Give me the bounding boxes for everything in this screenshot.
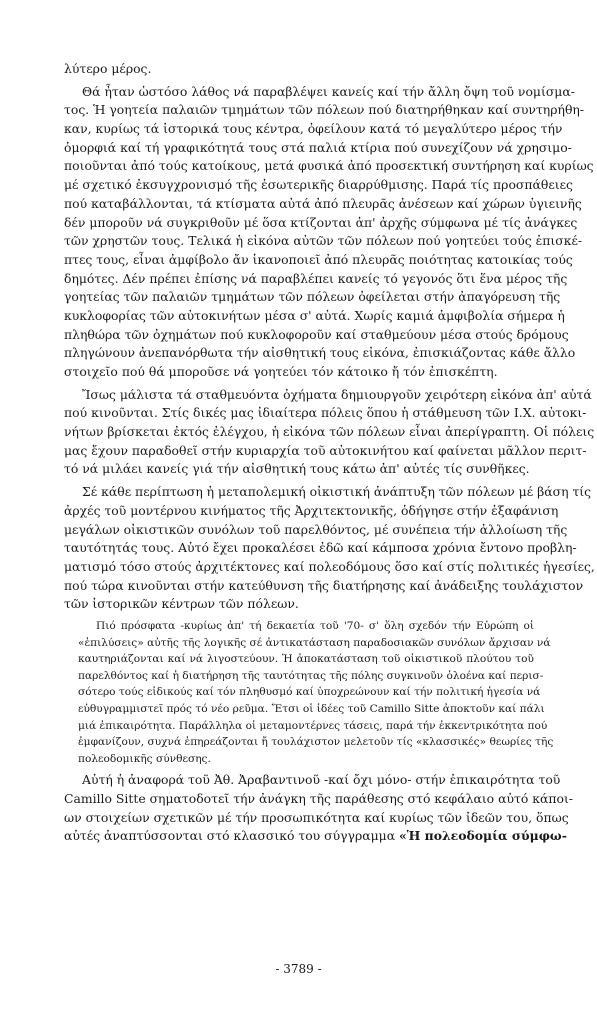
paragraph-line: πού κινοῦνται. Στίς δικές μας ἰδιαίτερα πόλεις ὅπου ἡ στάθμευση τῶν Ι.Χ. αὐτοκι- [64, 405, 587, 421]
paragraph-final [64, 771, 573, 846]
paragraph-line: γοητείας τῶν παλαιῶν τμημάτων τῶν πόλεων ὀφείλεται στήν ἀπαγόρευση τῆς [64, 289, 561, 305]
page-number: - 3789 - [275, 962, 322, 976]
paragraph-line: Camillo Sitte σηματοδοτεῖ τήν ἀνάγκη τῆς παράθεσης στό κεφάλαιο αὐτό κάποι- [64, 790, 573, 806]
paragraph-line [64, 827, 567, 846]
paragraph-line: ων στοιχείων σχετικῶν μέ τήν προσωπικότητα καί κυρίως τῶν ἰδεῶν του, ὅπως [64, 809, 569, 825]
paragraph-line: ματισμό τόσο στούς ἀρχιτέκτονες καί πολεοδόμους ὅσο καί στίς πολιτικές ἡγεσίες, [64, 558, 595, 574]
paragraph-line: τῶν ἱστορικῶν κέντρων τῶν πόλεων. [64, 596, 299, 612]
paragraph-line: κυκλοφορίας τῶν αὐτοκινήτων μέσα σ' αὐτά. Χωρίς καμιά ἀμφιβολία σήμερα ἡ [64, 307, 565, 323]
line-text: αὐτές ἀναπτύσσονται στό κλασσικό του σύγγραμμα [64, 828, 400, 844]
paragraph-line: ἀρχές τοῦ μοντέρνου κινήματος τῆς Ἀρχιτεκτονικῆς, ὁδήγησε στήν ἐξαφάνιση [64, 502, 559, 518]
paragraph-line: ὀμορφιά καί τή γραφικότητά τους στά παλιά κτίρια πού συνεχίζουν νά χρησιμο- [64, 139, 572, 155]
quote-line: παρελθόντος καί ἡ διατήρηση τῆς ταυτότητας τῆς πόλης συγκινοῦν ὁλοένα καί περισ- [78, 669, 544, 682]
paragraph-line: δημότες. Δέν πρέπει ἐπίσης νά παραβλέπει κανείς τό γεγονός ὅτι ἕνα μέρος τῆς [64, 270, 568, 286]
paragraph-line: Ἴσως μάλιστα τά σταθμευόντα ὀχήματα δημιουργοῦν χειρότερη εἰκόνα ἀπ' αὐτά [82, 386, 592, 402]
paragraph-line: στοιχεῖο πού θά μποροῦσε νά γοητεύει τόν κάτοικο ἤ τόν ἐπισκέπτη. [64, 364, 498, 379]
paragraph [64, 386, 595, 479]
paragraph-line: δέν μποροῦν νά συγκριθοῦν μέ ὅσα κτίζονται ἀπ' ἀρχῆς σύμφωνα μέ τίς ἀνάγκες [64, 214, 578, 230]
quote-line: εὐθυγραμμιστεῖ πρός τό νέο ρεῦμα. Ἔτσι οἱ ἰδέες τοῦ Camillo Sitte ἀποκτοῦν καί πάλι [78, 702, 545, 715]
paragraph-line: πληγώνουν ἀνεπανόρθωτα τήν αἰσθητική τους εἰκόνα, ἐπισκιάζοντας κάθε ἄλλο [64, 345, 576, 361]
page-body [64, 60, 595, 850]
quote-line: σότερο τούς εἰδικούς καί τόν πληθυσμό καί ὑποχρεώνουν καί τήν πολιτική ἡγεσία νά [78, 686, 541, 699]
paragraph [64, 60, 542, 79]
paragraph-line: πού καταβάλλονται, τά κτίσματα αὐτά ἀπό πλευρᾶς ἀνέσεων καί χώρων ὑγιεινῆς [64, 195, 582, 211]
paragraph-line: πτες τους, εἶναι ἀμφίβολο ἄν ἱκανοποιεῖ ἀπό πλευρᾶς ποιότητας κατοικίας τούς [64, 251, 573, 267]
paragraph-line: μέ σχετικό ἐκσυγχρονισμό τῆς ἐσωτερικῆς διαρρύθμισης. Παρά τίς προσπάθειες [64, 177, 573, 193]
paragraph [64, 483, 595, 614]
paragraph-line: καν, κυρίως τά ἱστορικά τους κέντρα, ὀφείλουν κατά τό μεγαλύτερο μέρος τήν [64, 121, 563, 137]
paragraph-line: ποιοῦνται ἀπό τούς κατοίκους, μετά φυσικά ἀπό προσεκτική συντήρηση καί κυρίως [64, 158, 594, 174]
paragraph-line: τῶν χρηστῶν τους. Τελικά ἡ εἰκόνα αὐτῶν τῶν πόλεων πού γοητεύει τούς ἐπισκέ- [64, 233, 583, 249]
paragraph-line: Θά ἦταν ὡστόσο λάθος νά παραβλέψει κανείς καί τήν ἄλλη ὄψη τοῦ νομίσμα- [82, 83, 575, 99]
quote-line: μιά ἐπικαιρότητα. Παράλληλα οἱ μεταμοντέρνες τάσεις, παρά τήν ἐκκεντρικότητα πού [78, 719, 548, 732]
quote-line: ἐμφανίζουν, συχνά ἐπηρεάζονται ἤ τουλάχιστον μελετοῦν τίς «κλασσικές» θεωρίες τῆς [78, 736, 554, 749]
paragraph [64, 83, 594, 382]
quote-line: καυτηριάζονται καί νά λιγοστεύουν. Ἡ ἀποκατάσταση τοῦ οἰκιστικοῦ πλούτου τοῦ [78, 653, 534, 666]
quote-line: «ἐπιλύσεις» αὐτῆς τῆς λογικῆς σέ ἀντικατάσταση παραδοσιακῶν συνόλων ἄρχισαν νά [78, 636, 551, 649]
quote-line: πολεοδομικῆς σύνθεσης. [78, 752, 211, 765]
block-quote [64, 618, 554, 767]
paragraph-line: νήτων βρίσκεται ἐκτός ἐλέγχου, ἡ εἰκόνα τῶν πόλεων εἶναι ἀπερίγραπτη. Οἱ πόλεις [64, 424, 595, 440]
book-title-bold: «Ἡ πολεοδομία σύμφω- [399, 828, 567, 844]
paragraph-line: Αὐτή ἡ ἀναφορά τοῦ Ἀθ. Ἀραβαντινοῦ -καί ὄχι μόνο- στήν ἐπικαιρότητα τοῦ [82, 772, 561, 788]
paragraph-line: Σέ κάθε περίπτωση ἡ μεταπολεμική οἰκιστική ἀνάπτυξη τῶν πόλεων μέ βάση τίς [82, 484, 592, 500]
paragraph-line: τος. Ἡ γοητεία παλαιῶν τμημάτων τῶν πόλεων πού διατηρήθηκαν καί συντηρήθη- [64, 102, 585, 118]
quote-line: Πιό πρόσφατα -κυρίως ἀπ' τή δεκαετία τοῦ '70- σ' ὅλη σχεδόν τήν Εὐρώπη οἱ [96, 619, 534, 632]
paragraph-line: πού τώρα κινοῦνται στήν κατεύθυνση τῆς διατήρησης καί ἀνάδειξης τουλάχιστον [64, 577, 584, 593]
paragraph-line: λύτερο μέρος. [64, 61, 152, 76]
paragraph-line: πληθώρα τῶν ὀχημάτων πού κυκλοφοροῦν καί σταθμεύουν μέσα στούς δρόμους [64, 326, 569, 342]
paragraph-line: μας ἔχουν παραδοθεῖ στήν κυριαρχία τοῦ αὐτοκινήτου καί φαίνεται μᾶλλον περιτ- [64, 442, 587, 458]
paragraph-line: μεγάλων οἰκιστικῶν συνόλων τοῦ παρελθόντος, μέ συνέπεια τήν ἀλλοίωση τῆς [64, 521, 568, 537]
paragraph-line: ταυτότητάς τους. Αὐτό ἔχει προκαλέσει ἐδῶ καί κάμποσα χρόνια ἔντονο προβλη- [64, 540, 577, 556]
paragraph-line: τό νά μιλάει κανείς γιά τήν αἰσθητική τους κάτω ἀπ' αὐτές τίς συνθῆκες. [64, 461, 530, 477]
